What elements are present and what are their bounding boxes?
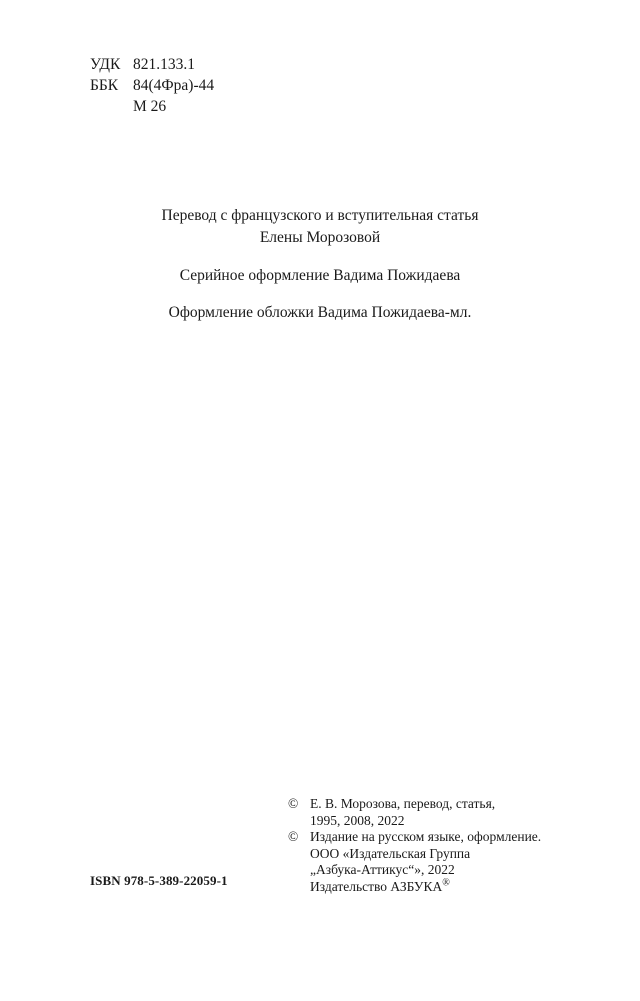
- copyright-item-edition: [288, 829, 541, 895]
- copyright-line: „Азбука-Аттикус“», 2022: [310, 862, 455, 877]
- series-design-credit: Серийное оформление Вадима Пожидаева: [179, 267, 461, 284]
- copyright-line: ООО «Издательская Группа: [310, 845, 471, 861]
- isbn: ISBN 978-5-389-22059-1: [90, 873, 228, 888]
- bbk-value: 84(4Фра)-44: [133, 77, 215, 94]
- registered-mark: ®: [442, 877, 450, 888]
- classification-block: [90, 54, 214, 117]
- copyright-symbol: ©: [288, 829, 299, 844]
- copyright-item-translation: [288, 796, 541, 829]
- copyright-symbol: ©: [288, 796, 299, 811]
- copyright-line: 1995, 2008, 2022: [310, 812, 405, 828]
- udk-row: [90, 54, 214, 75]
- copyright-line: Е. В. Морозова, перевод, статья,: [310, 796, 496, 811]
- author-mark: М 26: [133, 98, 167, 115]
- translation-credit-line1: Перевод с французского и вступительная статья: [161, 207, 479, 224]
- udk-value: 821.133.1: [133, 56, 195, 73]
- copyright-block: [288, 796, 541, 895]
- copyright-line: Издание на русском языке, оформление.: [310, 829, 542, 844]
- udk-label: УДК: [90, 56, 121, 73]
- translation-credit-line2: Елены Морозовой: [259, 229, 381, 246]
- publisher-name: Издательство АЗБУКА: [310, 878, 443, 894]
- translation-credit: [0, 205, 640, 249]
- author-mark-row: [90, 96, 214, 117]
- cover-design-credit: Оформление обложки Вадима Пожидаева-мл.: [168, 304, 472, 321]
- bbk-label: ББК: [90, 77, 119, 94]
- bbk-row: [90, 75, 214, 96]
- copyright-line-publisher: [310, 879, 541, 896]
